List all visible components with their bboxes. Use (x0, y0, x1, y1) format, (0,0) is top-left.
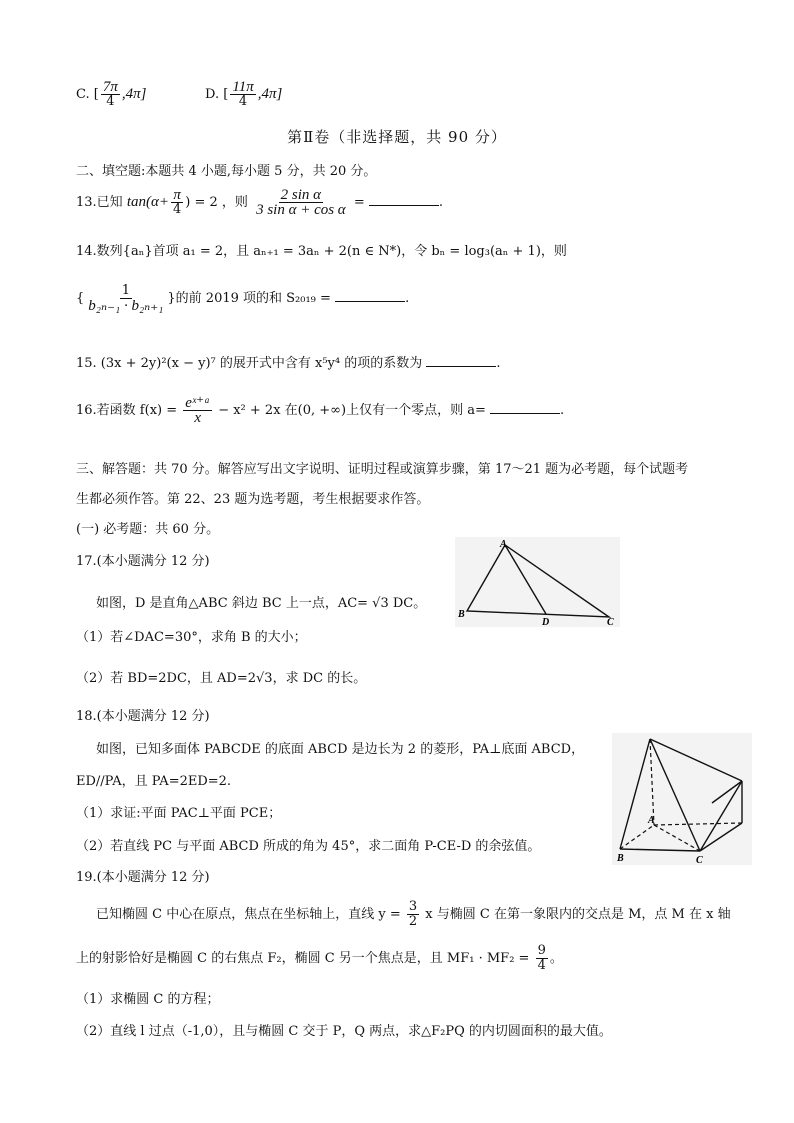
label-b: B (458, 609, 465, 620)
question-19-title: 19.(本小题满分 12 分) (76, 870, 210, 885)
triangle-figure (455, 537, 620, 627)
label-d: D (542, 617, 550, 627)
question-19-stem2: 上的射影恰好是椭圆 C 的右焦点 F₂，椭圆 C 另一个焦点是，且 MF₁ · MF₂ = $\frac{9}{4}$ 。 (76, 943, 563, 973)
question-18-stem1: 如图，已知多面体 PABCDE 的底面 ABCD 是边长为 2 的菱形，PA⊥底面 ABCD， (96, 742, 585, 757)
question-16: 16.若函数 f(x) = $\frac{\text{eˣ⁺ᵃ}}{x}$ − x² + 2x 在(0, +∞)上仅有一个零点，则 a= . (76, 395, 565, 426)
label-c: C (607, 617, 614, 627)
part2-title: 第Ⅱ卷（非选择题，共 90 分） (287, 128, 507, 146)
answer-blank[interactable] (335, 291, 405, 302)
question-15: 15. (3x + 2y)²(x − y)⁷ 的展开式中含有 x⁵y⁴ 的项的系数为 . (76, 356, 501, 371)
answer-blank[interactable] (426, 356, 496, 367)
question-18-part2: （2）若直线 PC 与平面 ABCD 所成的角为 45°，求二面角 P-CE-D 的余弦值。 (76, 839, 541, 854)
question-17-part2: （2）若 BD=2DC，且 AD=2√3，求 DC 的长。 (76, 671, 367, 686)
choice-c: C. [ $\frac{7\pi}{4}$ ,4π] (76, 79, 147, 109)
question-14-line1: 14.数列{aₙ}首项 a₁ = 2，且 aₙ₊₁ = 3aₙ + 2(n ∈ N*)，令 bₙ = log₃(aₙ + 1)，则 (76, 244, 567, 259)
question-18-stem2: ED//PA，且 PA=2ED=2. (76, 774, 232, 789)
answer-blank[interactable] (490, 403, 560, 414)
question-17-stem: 如图，D 是直角△ABC 斜边 BC 上一点，AC= √3 DC。 (96, 596, 427, 611)
question-18-part1: （1）求证:平面 PAC⊥平面 PCE； (76, 806, 282, 821)
answer-section-line1: 三、解答题：共 70 分。解答应写出文字说明、证明过程或演算步骤，第 17～21 题为必考题，每个试题考 (76, 462, 689, 477)
answer-blank[interactable] (369, 195, 439, 206)
label-c: C (696, 855, 703, 865)
answer-section-line2: 生都必须作答。第 22、23 题为选考题，考生根据要求作答。 (76, 492, 430, 507)
fill-section-heading: 二、填空题:本题共 4 小题,每小题 5 分，共 20 分。 (76, 164, 377, 179)
question-13: 13.已知 tan(α+ $\frac{\pi}{4}$ ) = 2 ，则 $\frac{\text{2 sin α}}{\text{3 sin α + cos α}}$ = . (76, 187, 444, 218)
question-19-part1: （1）求椭圆 C 的方程； (76, 992, 220, 1007)
label-b: B (617, 853, 624, 864)
required-heading: (一) 必考题：共 60 分。 (76, 522, 220, 537)
polyhedron-figure (612, 733, 752, 865)
question-18-title: 18.(本小题满分 12 分) (76, 709, 210, 724)
question-19-part2: （2）直线 l 过点（-1,0），且与椭圆 C 交于 P，Q 两点，求△F₂PQ 的内切圆面积的最大值。 (76, 1024, 612, 1039)
question-17-part1: （1）若∠DAC=30°，求角 B 的大小； (76, 630, 307, 645)
label-a: A (500, 539, 507, 550)
question-14-line2: { $\frac{1}{\text{b₂ₙ₋₁ · b₂ₙ₊₁}}$ }的前 2019 项的和 S₂₀₁₉ = . (76, 283, 410, 314)
question-19-stem1: 已知椭圆 C 中心在原点，焦点在坐标轴上，直线 y = $\frac{3}{2}$ x 与椭圆 C 在第一象限内的交点是 M，点 M 在 x 轴 (96, 899, 731, 929)
label-a: A (648, 815, 655, 826)
question-17-title: 17.(本小题满分 12 分) (76, 554, 210, 569)
choice-d: D. [ $\frac{11\pi}{4}$ ,4π] (205, 79, 283, 109)
